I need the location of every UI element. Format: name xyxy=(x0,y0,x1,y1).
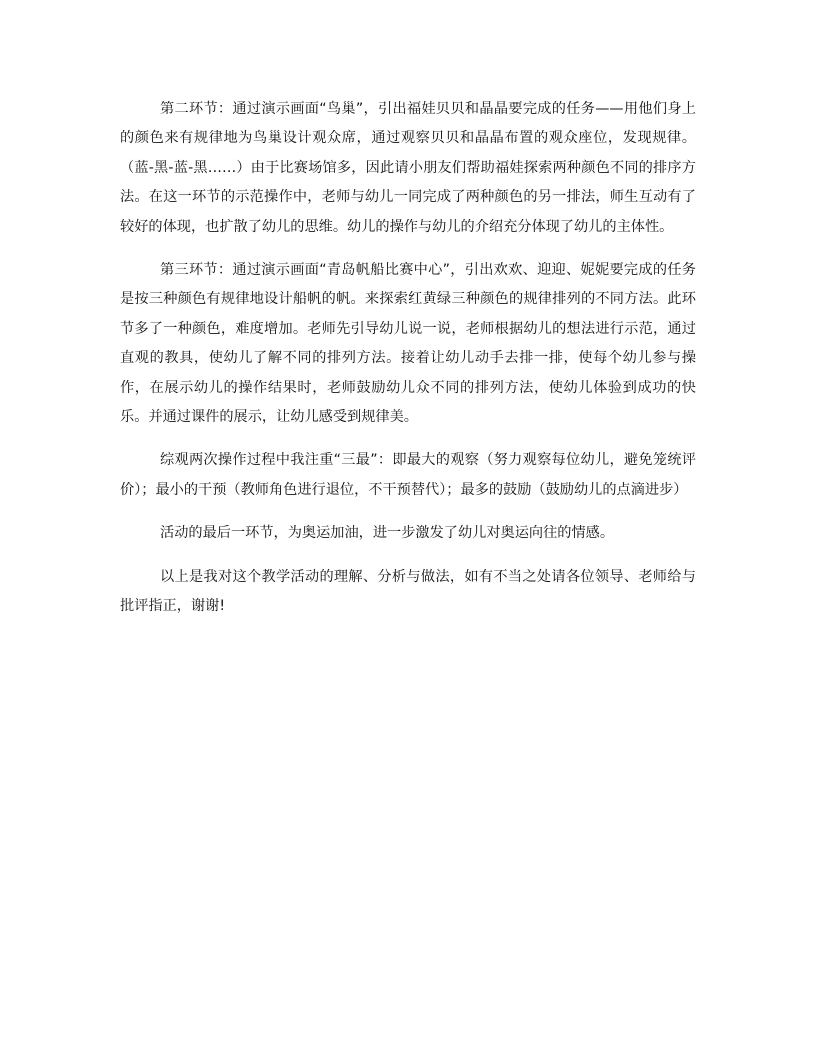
paragraph-closing: 以上是我对这个教学活动的理解、分析与做法，如有不当之处请各位领导、老师给与批评指正，谢谢! xyxy=(120,568,696,615)
document-body xyxy=(120,95,696,636)
paragraph-summary: 综观两次操作过程中我注重“三最”：即最大的观察（努力观察每位幼儿，避免笼统评价）；最小的干预（教师角色进行退位，不干预替代）；最多的鼓励（鼓励幼儿的点滴进步） xyxy=(120,452,696,498)
paragraph-final-stage: 活动的最后一环节，为奥运加油，进一步激发了幼儿对奥运向往的情感。 xyxy=(160,525,615,542)
paragraph-second-stage: 第二环节：通过演示画面“鸟巢”，引出福娃贝贝和晶晶要完成的任务——用他们身上的颜色来有规律地为鸟巢设计观众席，通过观察贝贝和晶晶布置的观众座位，发现规律。（蓝-黑-蓝-黑……）由于比赛场馆多，因此请小朋友们帮助福娃探索两种颜色不同的排序方法。在这一环节的示范操作中，老师与幼儿一同完成了两种颜色的另一排法，师生互动有了较好的体现，也扩散了幼儿的思维。幼儿的操作与幼儿的介绍充分体现了幼儿的主体性。 xyxy=(120,101,696,235)
paragraph-third-stage: 第三环节：通过演示画面“青岛帆船比赛中心”，引出欢欢、迎迎、妮妮要完成的任务是按三种颜色有规律地设计船帆的帆。来探索红黄绿三种颜色的规律排列的不同方法。此环节多了一种颜色，难度增加。老师先引导幼儿说一说，老师根据幼儿的想法进行示范，通过直观的教具，使幼儿了解不同的排列方法。接着让幼儿动手去排一排，使每个幼儿参与操作，在展示幼儿的操作结果时，老师鼓励幼儿众不同的排列方法，使幼儿体验到成功的快乐。并通过课件的展示，让幼儿感受到规律美。 xyxy=(120,262,696,426)
